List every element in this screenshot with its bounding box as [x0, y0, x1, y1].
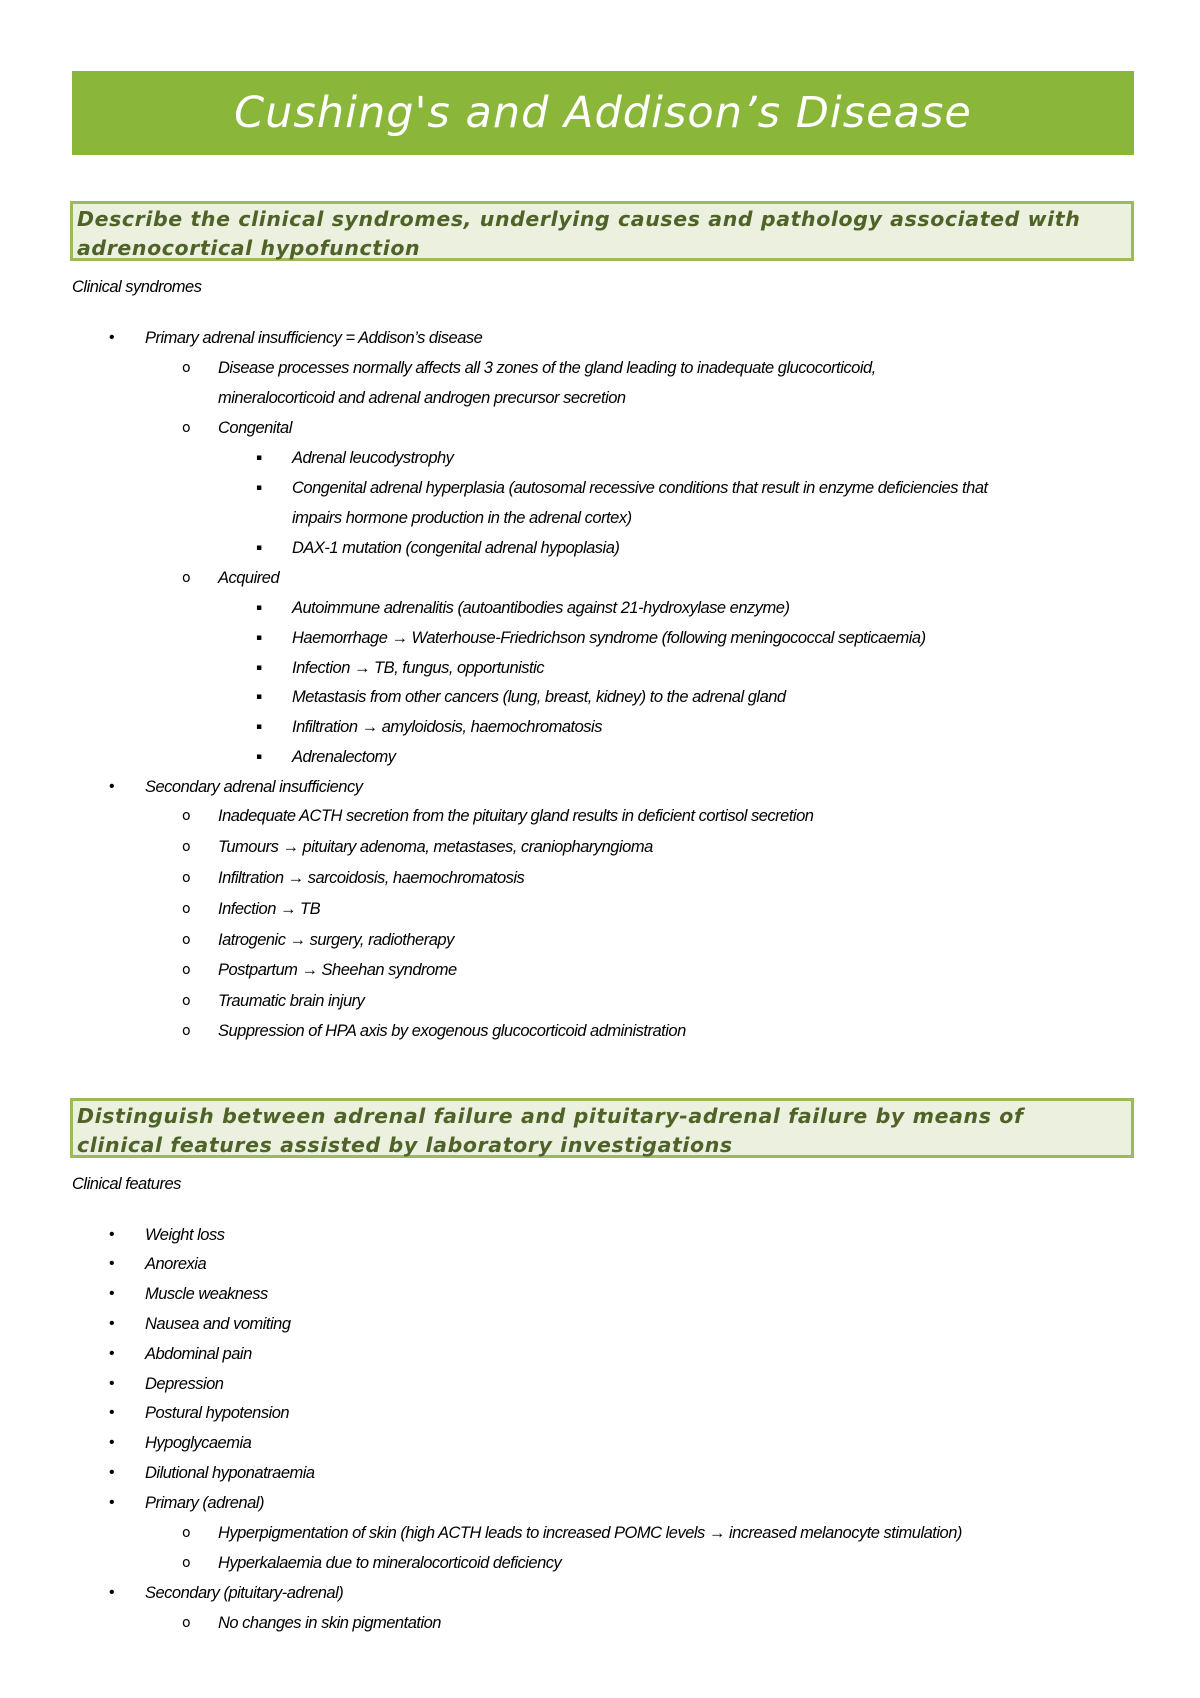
list-item	[72, 593, 1142, 623]
list-item-text: Adrenal leucodystrophy	[292, 449, 454, 467]
list-item	[72, 1249, 1142, 1279]
list-item	[72, 1428, 1142, 1458]
list-item	[72, 1458, 1142, 1488]
list-item	[72, 955, 1142, 985]
list-item-text: Weight loss	[145, 1226, 225, 1244]
list-item	[72, 742, 1142, 772]
list-item	[72, 1608, 1142, 1638]
bullet: o	[182, 962, 191, 978]
list-item-text: Muscle weakness	[145, 1285, 268, 1303]
sub-label-clinical-features: Clinical features	[72, 1175, 181, 1193]
bullet: ▪	[256, 603, 262, 613]
list-item-text: DAX-1 mutation (congenital adrenal hypoplasia)	[292, 539, 620, 557]
list-item	[72, 443, 1142, 473]
list-item-text: Iatrogenic → surgery, radiotherapy	[218, 931, 454, 949]
list-item-text: Primary adrenal insufficiency = Addison’s disease	[145, 329, 483, 347]
list-item-text: Congenital adrenal hyperplasia (autosomal recessive conditions that result in enzyme deficiencies that	[292, 479, 988, 497]
list-item-text: Tumours → pituitary adenoma, metastases, craniopharyngioma	[218, 838, 653, 856]
list-item	[72, 1398, 1142, 1428]
bullet: •	[109, 1584, 115, 1601]
bullet: •	[109, 1255, 115, 1272]
bullet: o	[182, 901, 191, 917]
list-item	[72, 1369, 1142, 1399]
bullet: o	[182, 1555, 191, 1571]
list-item-text: Disease processes normally affects all 3 zones of the gland leading to inadequate glucocorticoid,	[218, 359, 876, 377]
page-title: Cushing's and Addison’s Disease	[234, 88, 972, 138]
section-heading-2	[70, 1098, 1134, 1158]
list-item-continuation	[72, 383, 1142, 413]
section-heading-1	[70, 201, 1134, 261]
bullet: ▪	[256, 633, 262, 643]
bullet: •	[109, 1315, 115, 1332]
bullet: o	[182, 570, 191, 586]
list-item-text: Postpartum → Sheehan syndrome	[218, 961, 457, 979]
list-item	[72, 986, 1142, 1016]
list-item	[72, 863, 1142, 893]
list-item	[72, 563, 1142, 593]
section-heading-1-line-1: Describe the clinical syndromes, underlying causes and pathology associated with	[77, 207, 1081, 231]
bullet: o	[182, 1615, 191, 1631]
bullet: •	[109, 1494, 115, 1511]
list-item	[72, 832, 1142, 862]
list-item-text: Acquired	[218, 569, 280, 587]
list-item-text: Congenital	[218, 419, 292, 437]
sub-label-clinical-syndromes: Clinical syndromes	[72, 278, 202, 296]
bullet: o	[182, 808, 191, 824]
list-item-text: impairs hormone production in the adrenal cortex)	[292, 509, 632, 527]
list-item	[72, 1220, 1142, 1250]
list-item-text: Primary (adrenal)	[145, 1494, 264, 1512]
list-item	[72, 653, 1142, 683]
title-banner	[72, 71, 1134, 155]
bullet: o	[182, 932, 191, 948]
bullet: o	[182, 1525, 191, 1541]
list-item-text: Infection → TB	[218, 900, 321, 918]
list-item	[72, 533, 1142, 563]
list-item	[72, 473, 1142, 503]
list-item	[72, 413, 1142, 443]
list-item-text: Nausea and vomiting	[145, 1315, 291, 1333]
list-item	[72, 623, 1142, 653]
list-item	[72, 772, 1142, 802]
bullet: •	[109, 1434, 115, 1451]
section-heading-2-line-1: Distinguish between adrenal failure and pituitary-adrenal failure by means of	[77, 1104, 1024, 1128]
list-item-text: Adrenalectomy	[292, 748, 396, 766]
bullet: o	[182, 993, 191, 1009]
list-item-text: Secondary adrenal insufficiency	[145, 778, 363, 796]
list-item	[72, 801, 1142, 831]
list-item	[72, 894, 1142, 924]
bullet: ▪	[256, 722, 262, 732]
bullet: •	[109, 1226, 115, 1243]
list-item	[72, 1488, 1142, 1518]
list-item	[72, 1339, 1142, 1369]
list-item-text: Traumatic brain injury	[218, 992, 365, 1010]
list-item	[72, 925, 1142, 955]
bullet: o	[182, 1023, 191, 1039]
list-item-text: mineralocorticoid and adrenal androgen precursor secretion	[218, 389, 626, 407]
list-item-text: Anorexia	[145, 1255, 207, 1273]
list-item-text: Abdominal pain	[145, 1345, 252, 1363]
bullet: •	[109, 1285, 115, 1302]
bullet: ▪	[256, 543, 262, 553]
list-item-text: Hypoglycaemia	[145, 1434, 252, 1452]
list-item	[72, 1578, 1142, 1608]
bullet: o	[182, 870, 191, 886]
list-item-text: Dilutional hyponatraemia	[145, 1464, 315, 1482]
list-item-text: Secondary (pituitary-adrenal)	[145, 1584, 344, 1602]
section-heading-2-line-2: clinical features assisted by laboratory investigations	[77, 1133, 733, 1157]
list-item	[72, 323, 1142, 353]
list-item-text: Metastasis from other cancers (lung, breast, kidney) to the adrenal gland	[292, 688, 786, 706]
bullet: •	[109, 1375, 115, 1392]
bullet: ▪	[256, 483, 262, 493]
bullet: ▪	[256, 453, 262, 463]
list-item-text: Hyperpigmentation of skin (high ACTH leads to increased POMC levels → increased melanocyte stimulation)	[218, 1524, 962, 1542]
list-item	[72, 712, 1142, 742]
bullet: ▪	[256, 692, 262, 702]
list-item-continuation	[72, 503, 1142, 533]
list-item	[72, 353, 1142, 383]
bullet: •	[109, 1345, 115, 1362]
list-item-text: Infiltration → amyloidosis, haemochromatosis	[292, 718, 602, 736]
list-item-text: Haemorrhage → Waterhouse-Friedrichson syndrome (following meningococcal septicaemia)	[292, 629, 926, 647]
bullet: •	[109, 1404, 115, 1421]
list-item-text: Autoimmune adrenalitis (autoantibodies against 21-hydroxylase enzyme)	[292, 599, 790, 617]
bullet: o	[182, 360, 191, 376]
bullet: ▪	[256, 752, 262, 762]
bullet: •	[109, 329, 115, 346]
list-item	[72, 1279, 1142, 1309]
list-item-text: No changes in skin pigmentation	[218, 1614, 441, 1632]
list-item	[72, 1016, 1142, 1046]
section-heading-1-line-2: adrenocortical hypofunction	[77, 236, 421, 260]
list-item-text: Suppression of HPA axis by exogenous glucocorticoid administration	[218, 1022, 686, 1040]
list-item	[72, 1309, 1142, 1339]
list-item-text: Inadequate ACTH secretion from the pituitary gland results in deficient cortisol secretion	[218, 807, 814, 825]
bullet: ▪	[256, 663, 262, 673]
list-item-text: Infection → TB, fungus, opportunistic	[292, 659, 545, 677]
list-item	[72, 1518, 1142, 1548]
list-item-text: Depression	[145, 1375, 224, 1393]
list-item-text: Postural hypotension	[145, 1404, 290, 1422]
bullet: •	[109, 1464, 115, 1481]
list-item	[72, 1548, 1142, 1578]
bullet: o	[182, 420, 191, 436]
list-item-text: Infiltration → sarcoidosis, haemochromatosis	[218, 869, 525, 887]
bullet: o	[182, 839, 191, 855]
list-item-text: Hyperkalaemia due to mineralocorticoid deficiency	[218, 1554, 562, 1572]
list-item	[72, 682, 1142, 712]
bullet: •	[109, 778, 115, 795]
